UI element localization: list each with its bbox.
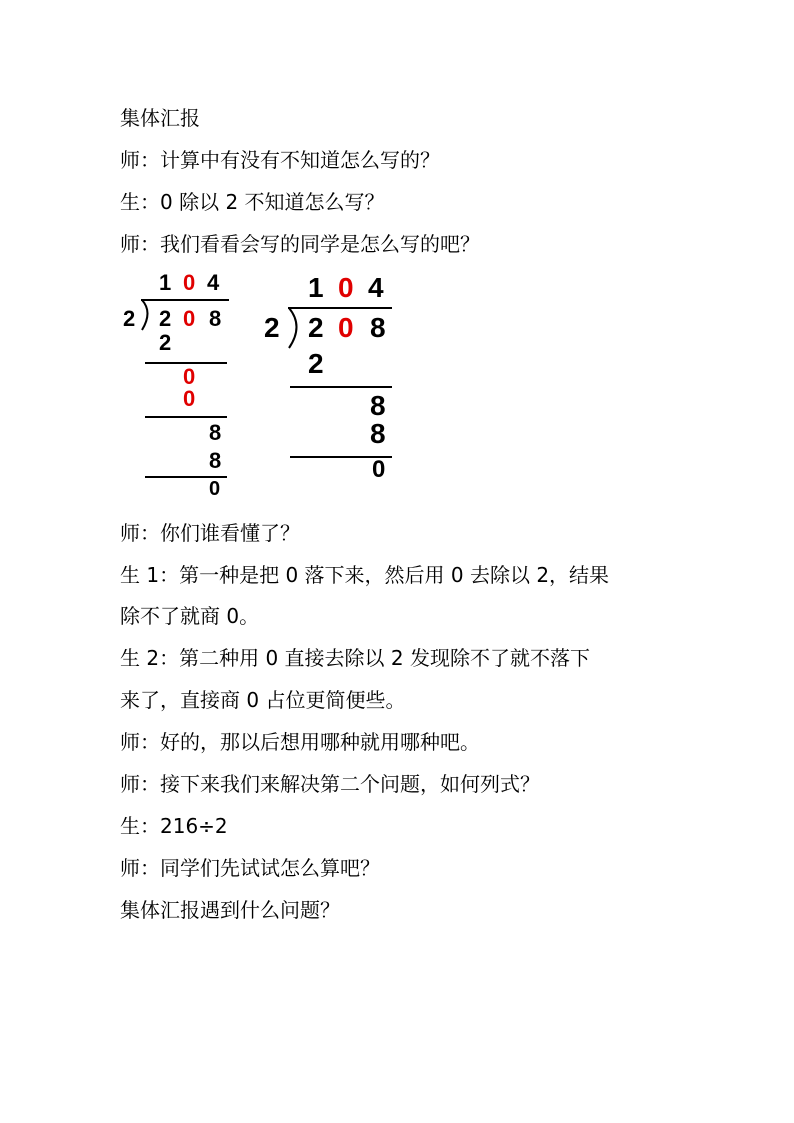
step-value: 8 — [370, 418, 386, 449]
step-value-zero: 0 — [183, 386, 196, 411]
text-line: 生：0 除以 2 不知道怎么写？ — [120, 190, 385, 214]
divisor: 2 — [123, 306, 136, 331]
remainder: 0 — [209, 478, 221, 500]
text-line: 生：216÷2 — [120, 814, 228, 838]
dividend-digit: 8 — [370, 312, 386, 343]
remainder: 0 — [372, 456, 386, 483]
text-line: 集体汇报 — [120, 106, 200, 130]
text-line: 来了，直接商 0 占位更简便些。 — [120, 688, 406, 712]
text-line: 生 2：第二种用 0 直接去除以 2 发现除不了就不落下 — [120, 646, 590, 670]
step-value: 8 — [209, 420, 222, 445]
quotient-digit-zero: 0 — [338, 272, 354, 303]
text-line: 集体汇报遇到什么问题？ — [120, 898, 340, 922]
long-division-right — [262, 268, 402, 493]
quotient-digit: 4 — [368, 272, 384, 303]
dividend-digit: 2 — [159, 306, 172, 331]
step-value: 2 — [308, 348, 324, 379]
text-line: 师：接下来我们来解决第二个问题，如何列式？ — [120, 772, 540, 796]
divisor: 2 — [264, 312, 280, 343]
subtraction-line — [145, 416, 227, 418]
text-line: 师：同学们先试试怎么算吧？ — [120, 856, 380, 880]
quotient-digit: 1 — [159, 270, 172, 295]
step-value: 2 — [159, 330, 172, 355]
quotient-digit-zero: 0 — [183, 270, 196, 295]
subtraction-line — [290, 386, 392, 388]
quotient-digit: 4 — [207, 270, 220, 295]
dividend-digit-zero: 0 — [338, 312, 354, 343]
long-division-left — [115, 268, 240, 503]
step-value-zero: 0 — [183, 364, 196, 389]
dividend-digit-zero: 0 — [183, 306, 196, 331]
text-line: 师：计算中有没有不知道怎么写的？ — [120, 148, 440, 172]
text-line: 师：好的，那以后想用哪种就用哪种吧。 — [120, 730, 480, 754]
text-line: 除不了就商 0。 — [120, 604, 260, 628]
step-value: 8 — [209, 448, 222, 473]
step-value: 8 — [370, 390, 386, 421]
text-line: 师：你们谁看懂了？ — [120, 521, 300, 545]
text-line: 生 1：第一种是把 0 落下来，然后用 0 去除以 2，结果 — [120, 563, 610, 587]
dividend-digit: 2 — [308, 312, 324, 343]
dividend-digit: 8 — [209, 306, 222, 331]
text-line: 师：我们看看会写的同学是怎么写的吧？ — [120, 232, 480, 256]
quotient-digit: 1 — [308, 272, 324, 303]
